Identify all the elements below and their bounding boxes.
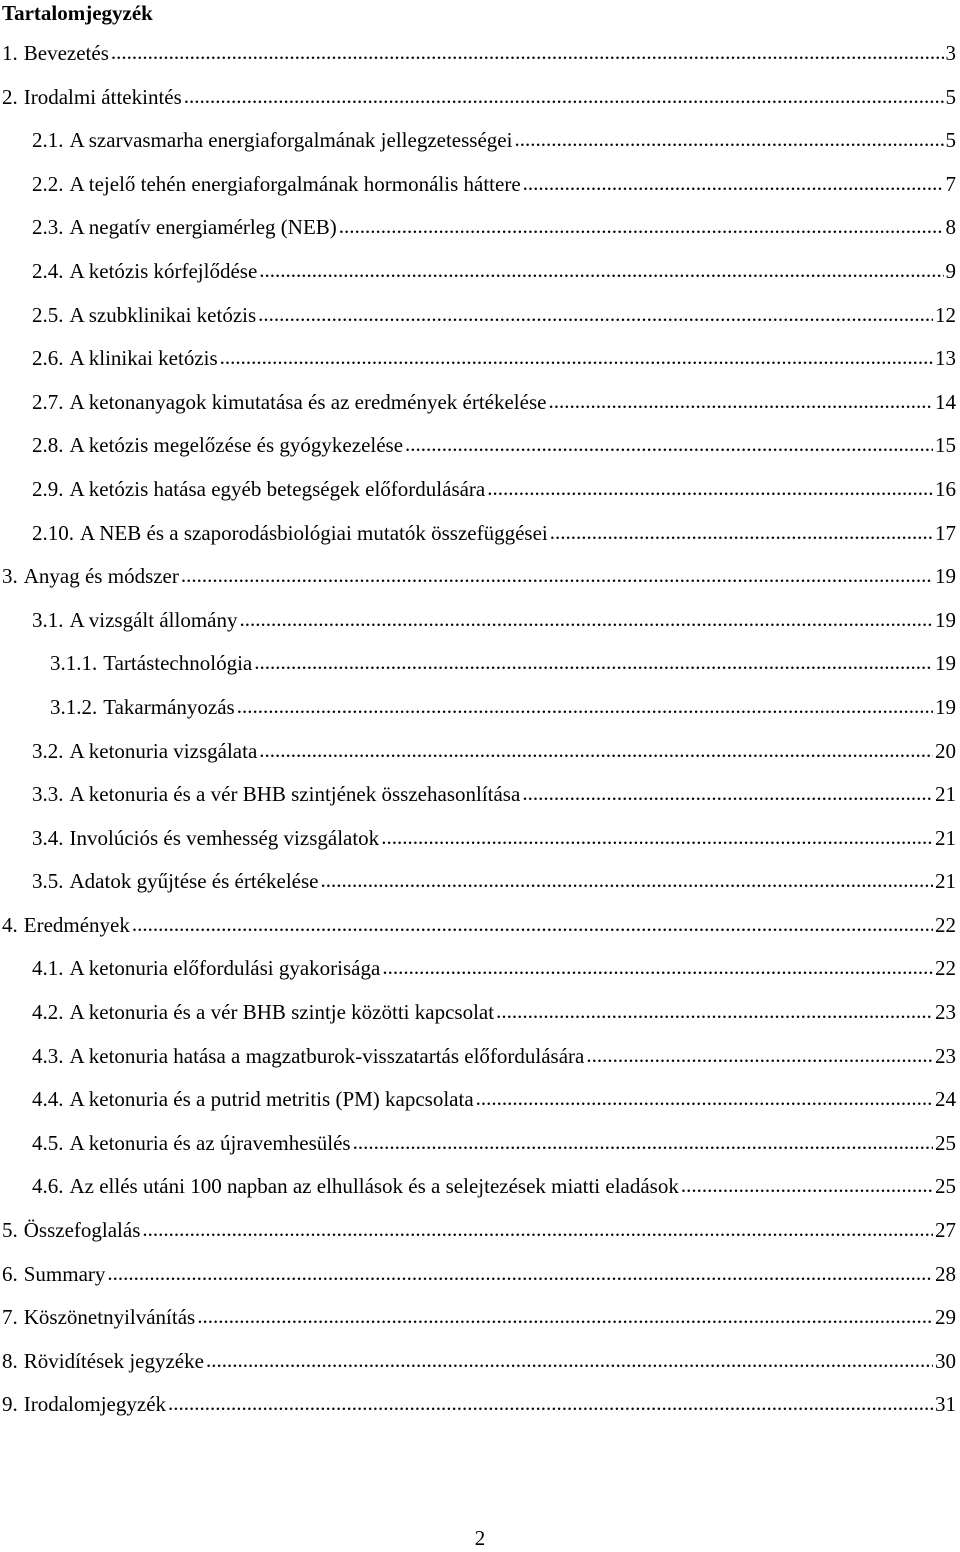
toc-entry-page: 9: [946, 257, 960, 285]
toc-entry-number: 4.2.: [32, 998, 64, 1026]
toc-entry-number: 2.4.: [32, 257, 64, 285]
toc-entry[interactable]: [0, 1172, 960, 1216]
toc-dot-leader: [405, 430, 933, 458]
toc-entry-number: 2.10.: [32, 519, 74, 547]
toc-dot-leader: [259, 256, 943, 284]
toc-entry-title: A ketonuria vizsgálata: [70, 737, 258, 765]
toc-entry-page: 28: [935, 1260, 960, 1288]
toc-dot-leader: [197, 1302, 933, 1330]
toc-entry-number: 3.2.: [32, 737, 64, 765]
toc-entry-number: 3.: [2, 562, 18, 590]
toc-dot-leader: [487, 474, 933, 502]
toc-entry-page: 5: [946, 126, 960, 154]
toc-entry-page: 21: [935, 780, 960, 808]
toc-dot-leader: [522, 779, 933, 807]
toc-entry-page: 30: [935, 1347, 960, 1375]
toc-dot-leader: [184, 82, 944, 110]
toc-dot-leader: [514, 125, 943, 153]
toc-dot-leader: [259, 736, 933, 764]
toc-entry-page: 19: [935, 693, 960, 721]
toc-entry-title: A tejelő tehén energiaforgalmának hormonális háttere: [70, 170, 521, 198]
toc-entry[interactable]: [0, 911, 960, 955]
toc-entry-title: Rövidítések jegyzéke: [24, 1347, 204, 1375]
toc-entry-title: Irodalomjegyzék: [24, 1390, 166, 1418]
toc-entry-title: A NEB és a szaporodásbiológiai mutatók összefüggései: [80, 519, 548, 547]
toc-entry-number: 3.3.: [32, 780, 64, 808]
toc-entry-number: 2.: [2, 83, 18, 111]
toc-entry[interactable]: [0, 126, 960, 170]
toc-entry-title: A szubklinikai ketózis: [70, 301, 257, 329]
toc-entry-page: 22: [935, 954, 960, 982]
toc-entry-number: 4.1.: [32, 954, 64, 982]
toc-entry-title: A ketonuria és a vér BHB szintjének összehasonlítása: [70, 780, 521, 808]
toc-entry-number: 6.: [2, 1260, 18, 1288]
toc-entry-title: A vizsgált állomány: [70, 606, 238, 634]
toc-entry[interactable]: [0, 1216, 960, 1260]
toc-dot-leader: [237, 692, 933, 720]
toc-entry-page: 20: [935, 737, 960, 765]
toc-dot-leader: [496, 997, 933, 1025]
toc-entry-page: 13: [935, 344, 960, 372]
toc-entry-page: 25: [935, 1129, 960, 1157]
toc-entry-page: 22: [935, 911, 960, 939]
toc-entry-number: 2.2.: [32, 170, 64, 198]
toc-list: [0, 39, 960, 1434]
toc-dot-leader: [550, 518, 933, 546]
toc-entry-page: 21: [935, 824, 960, 852]
toc-entry-number: 3.1.: [32, 606, 64, 634]
toc-entry[interactable]: [0, 1129, 960, 1173]
toc-entry-number: 7.: [2, 1303, 18, 1331]
toc-entry-title: A ketonuria előfordulási gyakorisága: [70, 954, 381, 982]
toc-entry[interactable]: [0, 39, 960, 83]
toc-dot-leader: [381, 823, 933, 851]
toc-entry[interactable]: [0, 1303, 960, 1347]
toc-entry[interactable]: [0, 562, 960, 606]
toc-entry[interactable]: [0, 1390, 960, 1434]
toc-entry-number: 2.3.: [32, 213, 64, 241]
toc-entry-title: A ketózis megelőzése és gyógykezelése: [70, 431, 404, 459]
toc-entry[interactable]: [0, 606, 960, 650]
toc-entry-page: 31: [935, 1390, 960, 1418]
toc-entry-page: 24: [935, 1085, 960, 1113]
toc-entry-page: 12: [935, 301, 960, 329]
toc-entry-number: 8.: [2, 1347, 18, 1375]
toc-dot-leader: [254, 648, 933, 676]
toc-dot-leader: [548, 387, 933, 415]
toc-entry-number: 4.: [2, 911, 18, 939]
toc-title: Tartalomjegyzék: [2, 0, 153, 27]
toc-dot-leader: [321, 866, 934, 894]
toc-entry-page: 8: [946, 213, 960, 241]
toc-dot-leader: [353, 1128, 933, 1156]
toc-entry-number: 4.6.: [32, 1172, 64, 1200]
toc-entry[interactable]: [0, 824, 960, 868]
toc-dot-leader: [586, 1041, 933, 1069]
toc-entry-title: Eredmények: [24, 911, 130, 939]
toc-entry[interactable]: [0, 213, 960, 257]
toc-entry[interactable]: [0, 1260, 960, 1304]
toc-entry-page: 23: [935, 998, 960, 1026]
toc-entry-number: 2.9.: [32, 475, 64, 503]
toc-dot-leader: [111, 38, 944, 66]
toc-dot-leader: [339, 212, 944, 240]
toc-entry-title: Takarmányozás: [103, 693, 234, 721]
toc-entry-title: A klinikai ketózis: [70, 344, 218, 372]
toc-entry-page: 19: [935, 562, 960, 590]
toc-entry-page: 14: [935, 388, 960, 416]
toc-entry-page: 21: [935, 867, 960, 895]
toc-entry[interactable]: [0, 867, 960, 911]
toc-entry-title: A ketonanyagok kimutatása és az eredmények értékelése: [70, 388, 547, 416]
toc-entry-title: A ketózis kórfejlődése: [70, 257, 258, 285]
toc-entry-title: A szarvasmarha energiaforgalmának jellegzetességei: [70, 126, 513, 154]
toc-entry-page: 5: [946, 83, 960, 111]
toc-entry-number: 3.1.2.: [50, 693, 97, 721]
toc-entry[interactable]: [0, 519, 960, 563]
toc-dot-leader: [206, 1346, 933, 1374]
toc-entry-page: 3: [946, 39, 960, 67]
toc-entry-title: Köszönetnyilvánítás: [24, 1303, 195, 1331]
toc-dot-leader: [142, 1215, 933, 1243]
toc-entry-title: Anyag és módszer: [24, 562, 179, 590]
toc-entry[interactable]: [0, 475, 960, 519]
toc-entry-title: A negatív energiamérleg (NEB): [70, 213, 337, 241]
toc-entry[interactable]: [0, 780, 960, 824]
toc-dot-leader: [220, 343, 933, 371]
toc-entry[interactable]: [0, 388, 960, 432]
toc-entry-number: 2.5.: [32, 301, 64, 329]
toc-entry-page: 23: [935, 1042, 960, 1070]
toc-entry-title: A ketonuria és a vér BHB szintje közötti kapcsolat: [70, 998, 495, 1026]
toc-entry-title: A ketonuria és az újravemhesülés: [70, 1129, 351, 1157]
toc-entry-number: 9.: [2, 1390, 18, 1418]
toc-entry[interactable]: [0, 1085, 960, 1129]
toc-entry-number: 5.: [2, 1216, 18, 1244]
toc-dot-leader: [476, 1084, 933, 1112]
toc-dot-leader: [181, 561, 933, 589]
toc-entry-title: Összefoglalás: [24, 1216, 141, 1244]
toc-dot-leader: [132, 910, 933, 938]
toc-entry[interactable]: [0, 998, 960, 1042]
toc-entry[interactable]: [0, 431, 960, 475]
toc-dot-leader: [107, 1259, 933, 1287]
toc-entry-page: 17: [935, 519, 960, 547]
toc-entry[interactable]: [0, 344, 960, 388]
toc-entry-number: 4.4.: [32, 1085, 64, 1113]
toc-entry[interactable]: [0, 649, 960, 693]
toc-dot-leader: [382, 953, 933, 981]
toc-entry-page: 19: [935, 649, 960, 677]
toc-entry-title: Involúciós és vemhesség vizsgálatok: [70, 824, 380, 852]
toc-entry-number: 1.: [2, 39, 18, 67]
toc-entry-title: A ketonuria hatása a magzatburok-visszatartás előfordulására: [70, 1042, 585, 1070]
toc-entry-page: 19: [935, 606, 960, 634]
toc-entry[interactable]: [0, 1347, 960, 1391]
toc-entry-title: Irodalmi áttekintés: [24, 83, 182, 111]
toc-dot-leader: [239, 605, 933, 633]
toc-entry-number: 4.3.: [32, 1042, 64, 1070]
toc-entry[interactable]: [0, 257, 960, 301]
toc-entry-title: A ketózis hatása egyéb betegségek előfordulására: [70, 475, 486, 503]
toc-entry[interactable]: [0, 301, 960, 345]
toc-entry-number: 2.8.: [32, 431, 64, 459]
toc-entry-title: Tartástechnológia: [103, 649, 252, 677]
toc-entry-page: 27: [935, 1216, 960, 1244]
toc-entry[interactable]: [0, 737, 960, 781]
toc-entry-number: 2.6.: [32, 344, 64, 372]
toc-entry-title: Az ellés utáni 100 napban az elhullások és a selejtezések miatti eladások: [70, 1172, 679, 1200]
toc-entry-number: 2.1.: [32, 126, 64, 154]
toc-entry-number: 3.4.: [32, 824, 64, 852]
toc-entry-number: 4.5.: [32, 1129, 64, 1157]
toc-dot-leader: [168, 1389, 933, 1417]
toc-entry-number: 3.5.: [32, 867, 64, 895]
toc-entry[interactable]: [0, 693, 960, 737]
toc-entry-page: 15: [935, 431, 960, 459]
toc-entry[interactable]: [0, 1042, 960, 1086]
toc-entry-number: 3.1.1.: [50, 649, 97, 677]
toc-entry-title: Adatok gyűjtése és értékelése: [70, 867, 319, 895]
toc-entry-page: 16: [935, 475, 960, 503]
toc-entry-title: Bevezetés: [24, 39, 109, 67]
toc-entry-number: 2.7.: [32, 388, 64, 416]
toc-entry-title: Summary: [24, 1260, 106, 1288]
toc-dot-leader: [523, 169, 944, 197]
toc-dot-leader: [258, 300, 933, 328]
toc-dot-leader: [681, 1171, 933, 1199]
toc-entry[interactable]: [0, 954, 960, 998]
toc-entry-page: 7: [946, 170, 960, 198]
toc-entry[interactable]: [0, 170, 960, 214]
toc-entry[interactable]: [0, 83, 960, 127]
toc-entry-title: A ketonuria és a putrid metritis (PM) kapcsolata: [70, 1085, 474, 1113]
page-number: 2: [0, 1524, 960, 1552]
toc-entry-page: 25: [935, 1172, 960, 1200]
toc-entry-page: 29: [935, 1303, 960, 1331]
